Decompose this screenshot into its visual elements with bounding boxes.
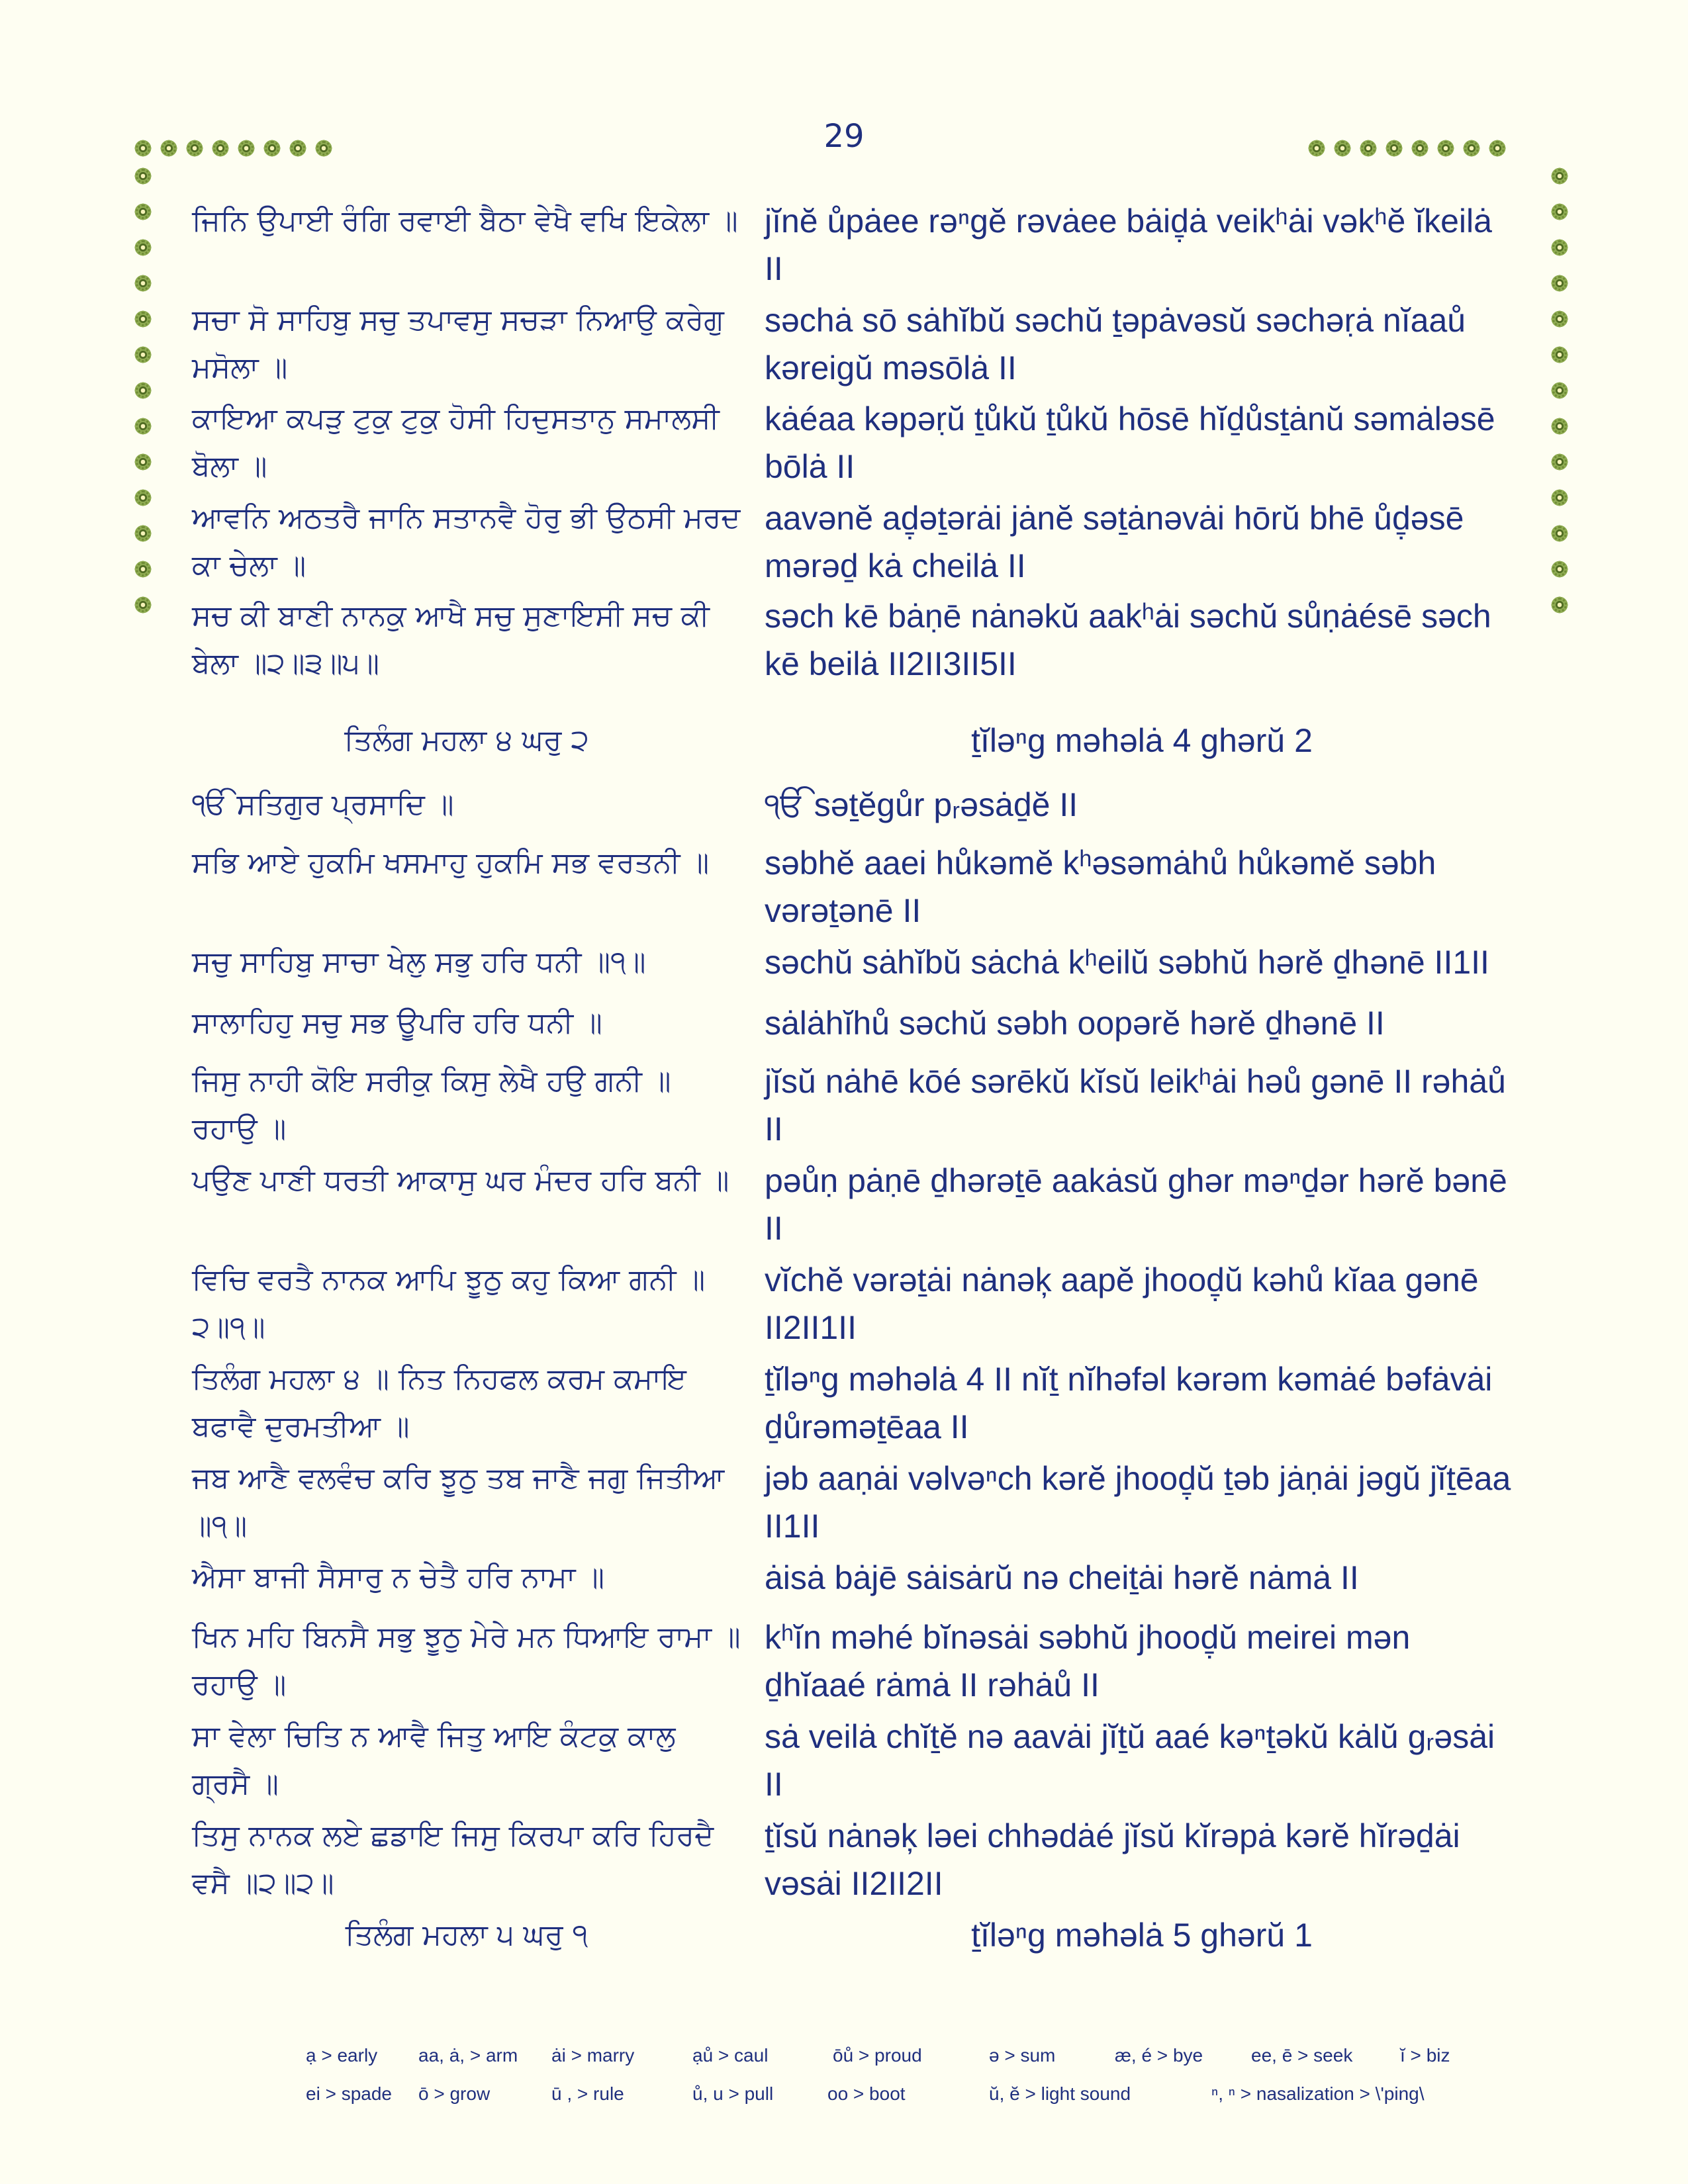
legend-item: ū , > rule [551,2083,624,2104]
flower-icon [1550,417,1569,435]
gurmukhi-text: ਸਚੁ ਸਾਹਿਬੁ ਸਾਚਾ ਖੇਲੁ ਸਭੁ ਹਰਿ ਧਨੀ ॥੧॥ [192,945,646,979]
flower-icon [289,139,307,158]
flower-icon [134,596,152,614]
section-heading-gurmukhi: ਤਿਲੰਗ ਮਹਲਾ ੫ ਘਰੁ ੧ [345,1918,588,1952]
flower-icon [1550,310,1569,328]
legend-item: ů, u > pull [692,2083,774,2104]
flower-icon [1550,524,1569,543]
flower-icon [1462,139,1481,158]
transliteration-text: vĭchĕ vərəṯȧi nȧnəķ aapĕ jhooḏ̣ŭ kəhů kĭaa gənē II2II1II [765,1261,1479,1346]
gurmukhi-text: ਜਬ ਆਣੈ ਵਲਵੰਚ ਕਰਿ ਝੂਠੁ ਤਬ ਜਾਣੈ ਜਗੁ ਜਿਤੀਆ ॥੧॥ [192,1461,725,1543]
flower-icon [1550,453,1569,471]
flower-icon [1550,167,1569,185]
transliteration-text: ṯĭləⁿg məhəlȧ 4 II nĭṯ nĭhəfəl kərəm kəmȧé bəfȧvȧi ḏůrəməṯēaa II [765,1361,1493,1445]
flower-icon [1550,596,1569,614]
legend-item: ei > spade [306,2083,392,2104]
flower-icon [1550,274,1569,293]
legend-item: ə > sum [989,2045,1056,2066]
transliteration-text: səchȧ sō sȧhĭbŭ səchŭ ṯəpȧvəsŭ səchəṛȧ nĭaaů kəreigŭ məsōlȧ II [765,302,1466,387]
legend-item: ee, ē > seek [1251,2045,1353,2066]
transliteration-text: kȧéaa kəpəṛŭ ṯůkŭ ṯůkŭ hōsē hĭḏůsṯȧnŭ səmȧləsē bōlȧ II [765,400,1495,485]
gurmukhi-text: ਵਿਚਿ ਵਰਤੈ ਨਾਨਕ ਆਪਿ ਝੂਠੁ ਕਹੁ ਕਿਆ ਗਨੀ ॥੨॥੧॥ [192,1263,706,1344]
gurmukhi-text: ਤਿਲੰਗ ਮਹਲਾ ੪ ॥ ਨਿਤ ਨਿਹਫਲ ਕਰਮ ਕਮਾਇ ਬਫਾਵੈ ਦੁਰਮਤੀਆ ॥ [192,1362,686,1443]
flower-icon [1333,139,1352,158]
legend-item: aa, ȧ, > arm [418,2045,518,2066]
flower-icon [1550,203,1569,221]
flower-icon [134,524,152,543]
section-heading-gurmukhi: ਤਿਲੰਗ ਮਹਲਾ ੪ ਘਰੁ ੨ [344,723,589,757]
legend-item: ŭ, ĕ > light sound [989,2083,1131,2104]
flower-icon [1550,238,1569,257]
legend-item: ȧi > marry [551,2045,635,2066]
transliteration-text: jəb aaṇȧi vəlvəⁿch kərĕ jhooḏ̣ŭ ṯəb jȧṇȧi jəgŭ jĭṯēaa II1II [765,1460,1511,1545]
legend-item: ạ > early [306,2045,378,2066]
flower-icon [134,488,152,507]
flower-icon [1550,488,1569,507]
transliteration-text: ੴ səṯĕgůr pᵣəsȧḏĕ II [765,786,1078,823]
gurmukhi-text: ੴ ਸਤਿਗੁਰ ਪ੍ਰਸਾਦਿ ॥ [192,788,454,821]
section-heading-transliteration: ṯĭləⁿg məhəlȧ 5 ghərŭ 1 [971,1917,1313,1954]
flower-icon [134,560,152,578]
flower-icon [1550,381,1569,400]
floral-border-left [134,167,152,614]
flower-icon [134,167,152,185]
flower-icon [134,345,152,364]
gurmukhi-text: ਪਉਣ ਪਾਣੀ ਧਰਤੀ ਆਕਾਸੁ ਘਰ ਮੰਦਰ ਹਰਿ ਬਨੀ ॥ [192,1163,729,1197]
transliteration-text: səch kē bȧṇē nȧnəkŭ aakʰȧi səchŭ sůṇȧésē səch kē beilȧ II2II3II5II [765,598,1491,682]
flower-icon [134,274,152,293]
flower-icon [1411,139,1429,158]
flower-icon [314,139,333,158]
legend-item: ō > grow [418,2083,491,2104]
gurmukhi-text: ਜਿਸੁ ਨਾਹੀ ਕੋਇ ਸਰੀਕੁ ਕਿਸੁ ਲੇਖੈ ਹਉ ਗਨੀ ॥ ਰਹਾਉ ॥ [192,1064,671,1146]
legend-item: æ, é > bye [1115,2045,1203,2066]
flower-icon [134,139,152,158]
flower-icon [1307,139,1326,158]
flower-icon [263,139,281,158]
flower-icon [134,417,152,435]
flower-icon [1550,560,1569,578]
flower-icon [160,139,178,158]
transliteration-text: ȧisȧ bȧjē sȧisȧrŭ nə cheiṯȧi hərĕ nȧmȧ II [765,1559,1359,1596]
transliteration-text: sȧlȧhĭhů səchŭ səbh oopərĕ hərĕ ḏhənē II [765,1005,1385,1042]
page-number: 29 [823,118,865,155]
transliteration-text: ṯĭsŭ nȧnəķ ləei chhədȧé jĭsŭ kĭrəpȧ kərĕ hĭrəḏȧi vəsȧi II2II2II [765,1817,1460,1902]
transliteration-text: jĭnĕ ůpȧee rəⁿgĕ rəvȧee bȧiḏ̣ȧ veikʰȧi vəkʰĕ ĭkeilȧ II [765,203,1492,287]
transliteration-text: sȧ veilȧ chĭṯĕ nə aavȧi jĭṯŭ aaé kəⁿṯəkŭ kȧlŭ gᵣəsȧi II [765,1718,1495,1803]
flower-icon [134,453,152,471]
flower-icon [134,381,152,400]
legend-item: oo > boot [827,2083,906,2104]
transliteration-text: jĭsŭ nȧhē kōé sərēkŭ kĭsŭ leikʰȧi həů gənē II rəhȧů II [765,1063,1506,1148]
flower-icon [1359,139,1378,158]
floral-border-top-right [1307,139,1507,158]
gurmukhi-text: ਤਿਸੁ ਨਾਨਕ ਲਏ ਛਡਾਇ ਜਿਸੁ ਕਿਰਪਾ ਕਰਿ ਹਿਰਦੈ ਵਸੈ ॥੨॥੨॥ [192,1819,714,1900]
legend-item: ⁿ, ⁿ > nasalization > \'ping\ [1211,2083,1425,2104]
gurmukhi-text: ਸਚ ਕੀ ਬਾਣੀ ਨਾਨਕੁ ਆਖੈ ਸਚੁ ਸੁਣਾਇਸੀ ਸਚ ਕੀ ਬੇਲਾ ॥੨॥੩॥੫॥ [192,599,710,680]
gurmukhi-text: ਆਵਨਿ ਅਠਤਰੈ ਜਾਨਿ ਸਤਾਨਵੈ ਹੋਰੁ ਭੀ ਉਠਸੀ ਮਰਦ ਕਾ ਚੇਲਾ ॥ [192,501,741,582]
transliteration-text: səchŭ sȧhĭbŭ sȧchȧ kʰeilŭ səbhŭ hərĕ ḏhənē II1II [765,944,1489,981]
flower-icon [237,139,256,158]
flower-icon [1488,139,1507,158]
legend-item: ĭ > biz [1400,2045,1450,2066]
flower-icon [1436,139,1455,158]
flower-icon [185,139,204,158]
gurmukhi-text: ਜਿਨਿ ਉਪਾਈ ਰੰਗਿ ਰਵਾਈ ਬੈਠਾ ਵੇਖੈ ਵਖਿ ਇਕੇਲਾ ॥ [192,204,738,238]
gurmukhi-text: ਕਾਇਆ ਕਪੜੁ ਟੁਕੁ ਟੁਕੁ ਹੋਸੀ ਹਿਦੁਸਤਾਨੁ ਸਮਾਲਸੀ ਬੋਲਾ ॥ [192,402,720,483]
gurmukhi-text: ਸਾ ਵੇਲਾ ਚਿਤਿ ਨ ਆਵੈ ਜਿਤੁ ਆਇ ਕੰਟਕੁ ਕਾਲੁ ਗ੍ਰਸੈ ॥ [192,1719,676,1801]
gurmukhi-text: ਐਸਾ ਬਾਜੀ ਸੈਸਾਰੁ ਨ ਚੇਤੈ ਹਰਿ ਨਾਮਾ ॥ [192,1561,605,1594]
gurmukhi-text: ਖਿਨ ਮਹਿ ਬਿਨਸੈ ਸਭੁ ਝੂਠੁ ਮੇਰੇ ਮਨ ਧਿਆਇ ਰਾਮਾ ॥ ਰਹਾਉ ॥ [192,1620,741,1702]
floral-border-right [1550,167,1569,614]
gurmukhi-text: ਸਾਲਾਹਿਹੁ ਸਚੁ ਸਭ ਊਪਰਿ ਹਰਿ ਧਨੀ ॥ [192,1006,602,1040]
transliteration-text: səbhĕ aaei hůkəmĕ kʰəsəmȧhů hůkəmĕ səbh vərəṯənē II [765,844,1436,929]
floral-border-top-left [134,139,333,158]
transliteration-text: aavənĕ aḏ̣əṯərȧi jȧnĕ səṯȧnəvȧi hōrŭ bhē ůḏ̣əsē mərəḏ kȧ cheilȧ II [765,500,1464,584]
legend-item: ōů > proud [833,2045,922,2066]
flower-icon [1550,345,1569,364]
transliteration-text: kʰĭn məhé bĭnəsȧi səbhŭ jhooḏ̣ŭ meirei mən ḏhĭaaé rȧmȧ II rəhȧů II [765,1619,1411,1704]
flower-icon [1385,139,1403,158]
transliteration-text: pəůṇ pȧṇē ḏhərəṯē aakȧsŭ ghər məⁿḏər hərĕ bənē II [765,1162,1507,1247]
legend-item: ạů > caul [692,2045,769,2066]
flower-icon [134,203,152,221]
gurmukhi-text: ਸਚਾ ਸੋ ਸਾਹਿਬੁ ਸਚੁ ਤਪਾਵਸੁ ਸਚੜਾ ਨਿਆਉ ਕਰੇਗੁ ਮਸੋਲਾ ॥ [192,303,724,385]
flower-icon [134,238,152,257]
section-heading-transliteration: ṯĭləⁿg məhəlȧ 4 ghərŭ 2 [971,722,1313,759]
flower-icon [134,310,152,328]
flower-icon [211,139,230,158]
gurmukhi-text: ਸਭਿ ਆਏ ਹੁਕਮਿ ਖਸਮਾਹੁ ਹੁਕਮਿ ਸਭ ਵਰਤਨੀ ॥ [192,846,710,880]
